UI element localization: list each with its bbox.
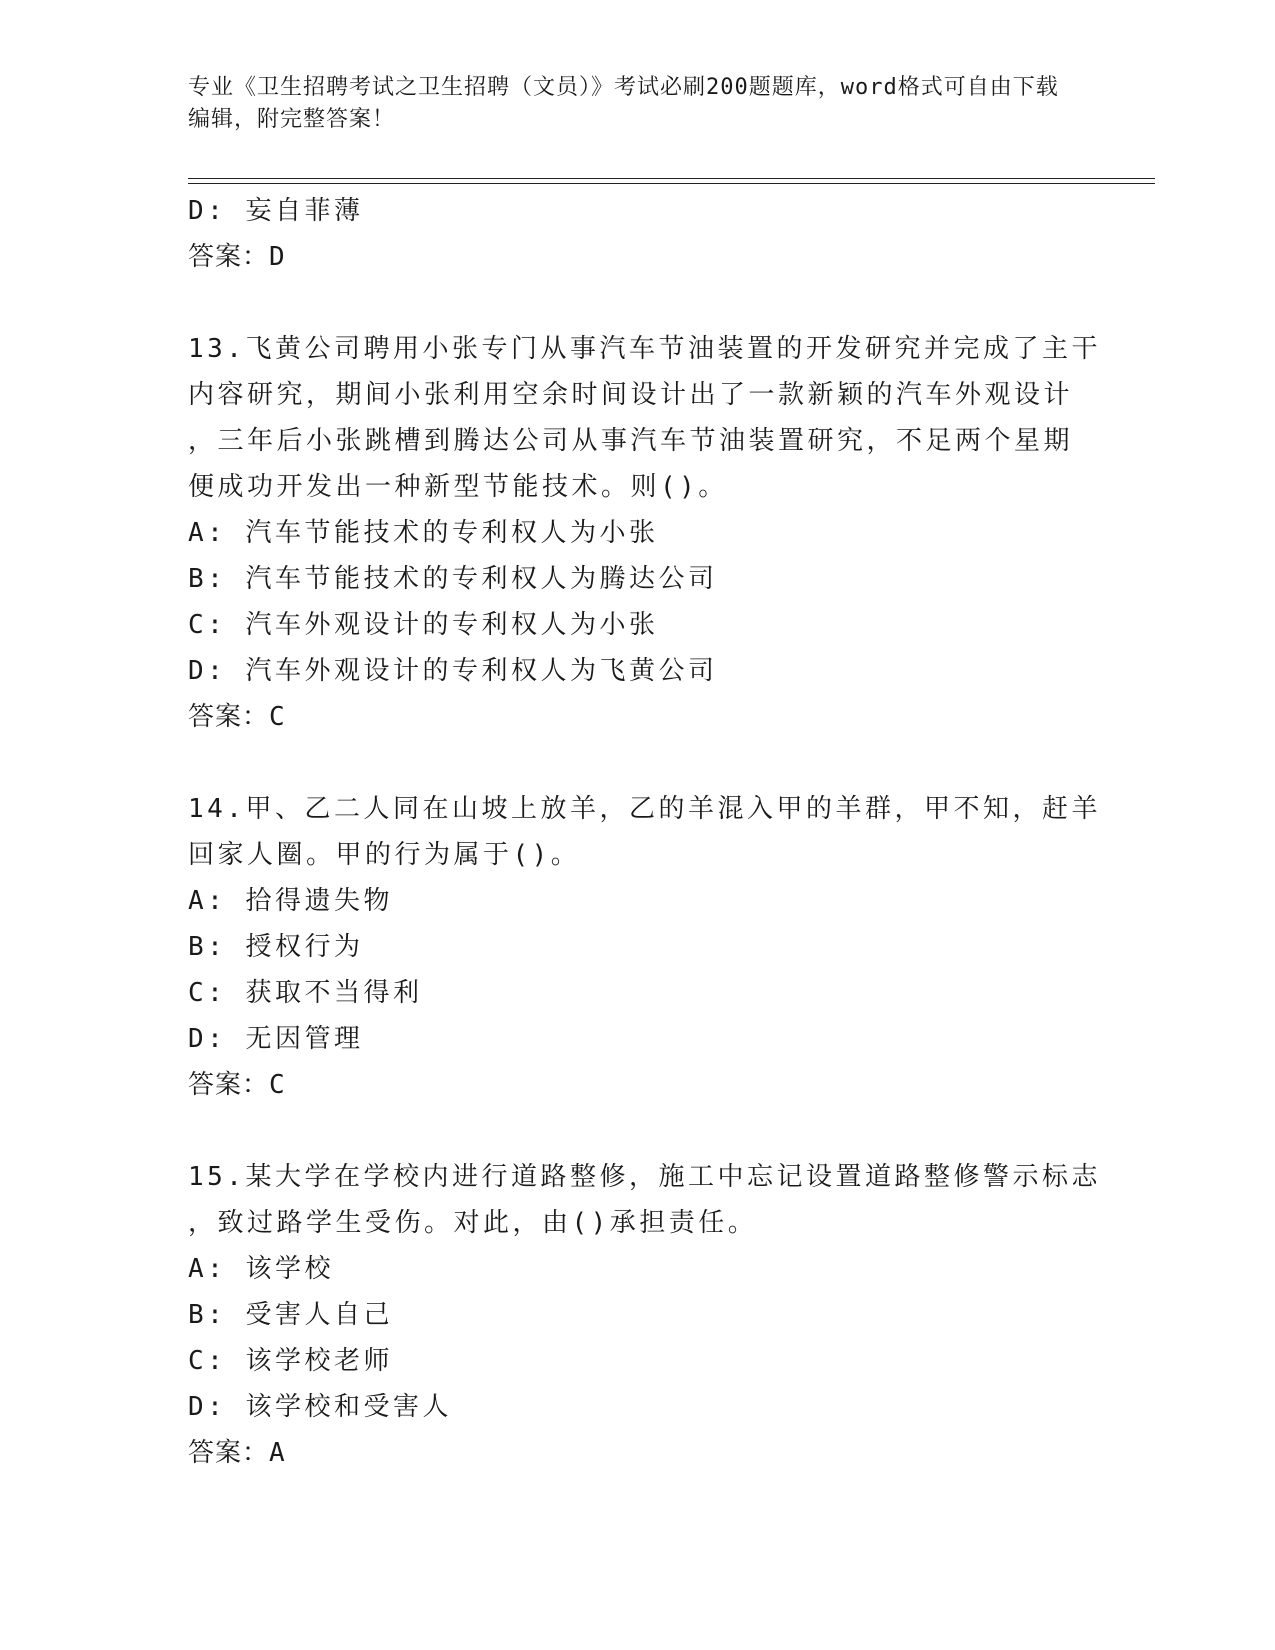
question-15	[188, 1154, 1101, 1476]
q13-option-b: B: 汽车节能技术的专利权人为腾达公司	[188, 564, 718, 594]
q13-option-d: D: 汽车外观设计的专利权人为飞黄公司	[188, 656, 718, 686]
q15-option-b: B: 受害人自己	[188, 1300, 393, 1330]
question-13	[188, 326, 1101, 740]
q15-stem-line-1: 15.某大学在学校内进行道路整修，施工中忘记设置道路整修警示标志	[188, 1162, 1101, 1192]
q13-stem-line-4: 便成功开发出一种新型节能技术。则()。	[188, 472, 728, 502]
header-rule-bottom	[188, 183, 1155, 184]
q14-answer: 答案：C	[188, 1070, 286, 1100]
q13-stem-line-3: ，三年后小张跳槽到腾达公司从事汽车节油装置研究，不足两个星期	[188, 426, 1074, 456]
q13-answer: 答案：C	[188, 702, 286, 732]
header-rule-top	[188, 178, 1155, 179]
prev-option-d: D: 妄自菲薄	[188, 196, 364, 226]
q14-option-b: B: 授权行为	[188, 932, 364, 962]
q14-option-c: C: 获取不当得利	[188, 978, 423, 1008]
q15-answer: 答案：A	[188, 1438, 286, 1468]
question-content	[188, 188, 1101, 1476]
q15-stem-line-2: ，致过路学生受伤。对此，由()承担责任。	[188, 1208, 758, 1238]
q14-stem-line-1: 14.甲、乙二人同在山坡上放羊，乙的羊混入甲的羊群，甲不知，赶羊	[188, 794, 1101, 824]
q14-option-d: D: 无因管理	[188, 1024, 364, 1054]
question-14	[188, 786, 1101, 1108]
q13-option-a: A: 汽车节能技术的专利权人为小张	[188, 518, 659, 548]
q15-option-d: D: 该学校和受害人	[188, 1392, 452, 1422]
q14-stem-line-2: 回家人圈。甲的行为属于()。	[188, 840, 581, 870]
q14-option-a: A: 拾得遗失物	[188, 886, 393, 916]
document-header: 专业《卫生招聘考试之卫生招聘（文员）》考试必刷200题题库，word格式可自由下载编辑，附完整答案！	[188, 75, 1059, 132]
q15-option-a: A: 该学校	[188, 1254, 334, 1284]
q13-stem-line-2: 内容研究，期间小张利用空余时间设计出了一款新颖的汽车外观设计	[188, 380, 1074, 410]
q13-stem-line-1: 13.飞黄公司聘用小张专门从事汽车节油装置的开发研究并完成了主干	[188, 334, 1101, 364]
q15-option-c: C: 该学校老师	[188, 1346, 393, 1376]
q13-option-c: C: 汽车外观设计的专利权人为小张	[188, 610, 659, 640]
prev-answer: 答案：D	[188, 242, 286, 272]
